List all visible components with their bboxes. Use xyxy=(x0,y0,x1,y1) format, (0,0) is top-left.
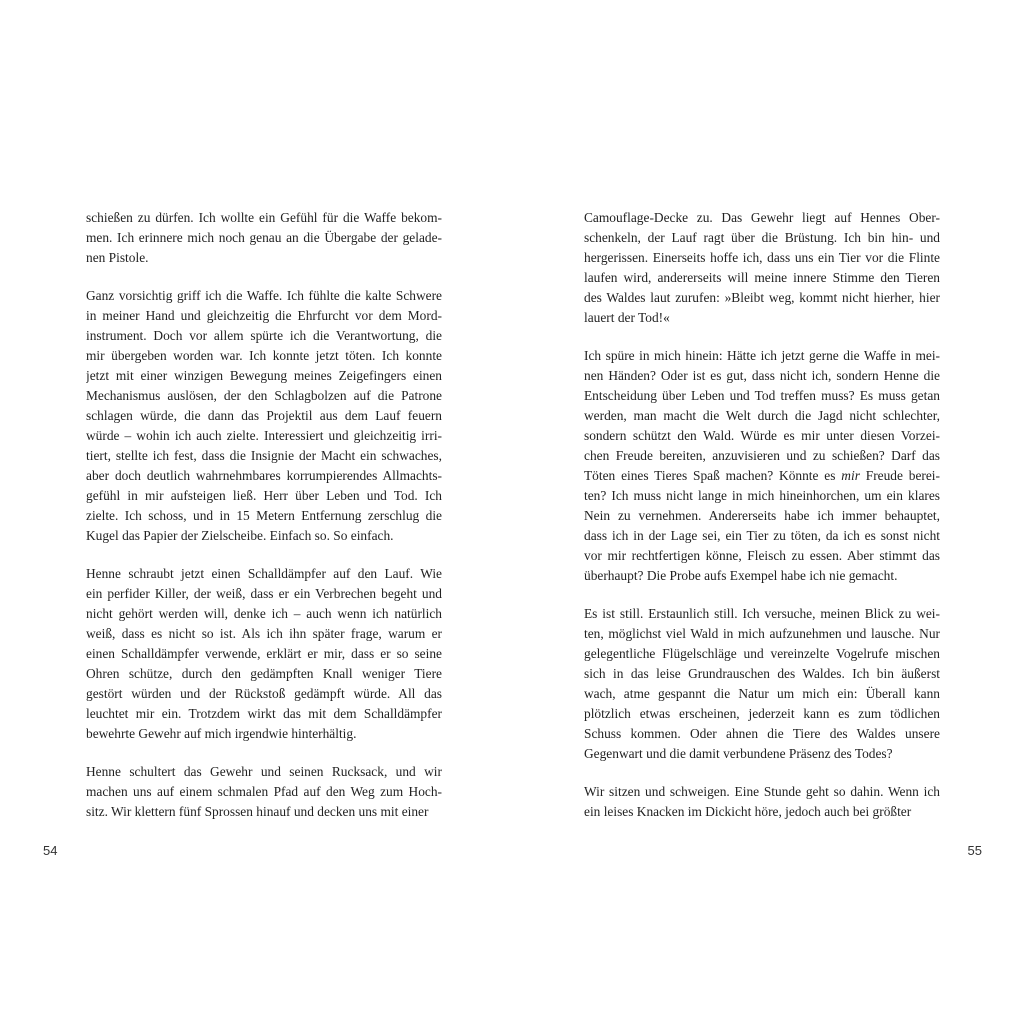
text-line: schießen zu dürfen. Ich wollte ein Gefühl für die Waffe bekom- xyxy=(86,210,442,225)
left-text-column xyxy=(86,208,442,822)
text-line: Wir sitzen und schweigen. Eine Stunde geht so dahin. Wenn ich xyxy=(584,784,940,799)
text-line: Nein zu vernehmen. Andererseits habe ich immer behauptet, xyxy=(584,508,940,523)
text-line: chen Freude bereiten, anzuvisieren und zu schießen? Darf das xyxy=(584,448,940,463)
text-line: vor mir rechtfertigen könne, Fleisch zu essen. Aber stimmt das xyxy=(584,548,940,563)
paragraph xyxy=(584,782,940,822)
text-line: machen uns auf einem schmalen Pfad auf den Weg zum Hoch- xyxy=(86,784,442,799)
text-line: nen Händen? Oder ist es gut, dass nicht ich, sondern Henne die xyxy=(584,368,940,383)
text-line: Es ist still. Erstaunlich still. Ich versuche, meinen Blick zu wei- xyxy=(584,606,940,621)
text-line: zielte. Ich schoss, und in 15 Metern Entfernung zerschlug die xyxy=(86,508,442,523)
paragraph xyxy=(584,346,940,586)
text-line: men. Ich erinnere mich noch genau an die Übergabe der gelade- xyxy=(86,230,442,245)
text-line: ten, möglichst viel Wald in mich aufzunehmen und lausche. Nur xyxy=(584,626,940,641)
text-line: Henne schultert das Gewehr und seinen Rucksack, und wir xyxy=(86,764,442,779)
text-line: nen Pistole. xyxy=(86,250,149,265)
text-line: sich in das leise Grundrauschen des Waldes. Ich bin äußerst xyxy=(584,666,940,681)
text-line: Kugel das Papier der Zielscheibe. Einfach so. So einfach. xyxy=(86,528,394,543)
text-line: instrument. Doch vor allem spürte ich die Verantwortung, die xyxy=(86,328,442,343)
text-line: dass ich in der Lage sei, ein Tier zu töten, da ich es sonst nicht xyxy=(584,528,940,543)
text-line: einen Schalldämpfer verwende, erklärt er mir, dass er so seine xyxy=(86,646,442,661)
text-line: ein perfider Killer, der weiß, dass er ein Verbrechen begeht und xyxy=(86,586,442,601)
text-line: mir übergeben worden war. Ich konnte jetzt töten. Ich konnte xyxy=(86,348,442,363)
text-line: ein leises Knacken im Dickicht höre, jedoch auch bei größter xyxy=(584,804,912,819)
text-line: Mechanismus auslösen, der den Schlagbolzen auf die Patrone xyxy=(86,388,442,403)
paragraph xyxy=(86,564,442,744)
text-line: hergerissen. Einerseits hoffe ich, dass uns ein Tier vor die Flinte xyxy=(584,250,940,265)
paragraph-gap xyxy=(86,744,442,762)
text-line: ten? Ich muss nicht lange in mich hineinhorchen, um ein klares xyxy=(584,488,940,503)
paragraph-gap xyxy=(584,586,940,604)
text-line: gelegentliche Flügelschläge und vereinzelte Vogelrufe mischen xyxy=(584,646,940,661)
right-page xyxy=(512,0,1024,1024)
text-line: leuchtet mir ein. Trotzdem wirkt das mit dem Schalldämpfer xyxy=(86,706,442,721)
paragraph-gap xyxy=(86,546,442,564)
text-line: lauert der Tod!« xyxy=(584,310,670,325)
text-line: wach, atme gespannt die Natur um mich ein: Überall kann xyxy=(584,686,940,701)
text-line: Ich spüre in mich hinein: Hätte ich jetzt gerne die Waffe in mei- xyxy=(584,348,940,363)
emphasis: mir xyxy=(841,468,860,483)
text-line: sondern schützt den Wald. Würde es mir unter diesen Vorzei- xyxy=(584,428,940,443)
text-line: schlagen würde, die dann das Projektil aus dem Lauf feuern xyxy=(86,408,442,423)
text-line: plötzlich etwas erscheinen, jederzeit kann es zum tödlichen xyxy=(584,706,940,721)
text-line: des Waldes laut zurufen: »Bleibt weg, kommt nicht hierher, hier xyxy=(584,290,940,305)
text-line: jetzt mit einer winzigen Bewegung meines Zeigefingers einen xyxy=(86,368,442,383)
text-line: schenkeln, der Lauf ragt über die Brüstung. Ich bin hin- und xyxy=(584,230,940,245)
paragraph-gap xyxy=(86,268,442,286)
text-line: gefühl in mir aufsteigen ließ. Herr über Leben und Tod. Ich xyxy=(86,488,442,503)
paragraph-gap xyxy=(584,328,940,346)
text-line: bewehrte Gewehr auf mich irgendwie hinterhältig. xyxy=(86,726,357,741)
text-line: in meiner Hand und gleichzeitig die Ehrfurcht vor dem Mord- xyxy=(86,308,442,323)
paragraph xyxy=(86,208,442,268)
text-line: laufen wird, andererseits will meine innere Stimme den Tieren xyxy=(584,270,940,285)
text-line: werden, man macht die Welt durch die Jagd nicht schlechter, xyxy=(584,408,940,423)
text-line: gestört würden und der Rückstoß gedämpft würde. All das xyxy=(86,686,442,701)
page-number-left: 54 xyxy=(43,843,58,858)
text-line: weiß, dass es nicht so ist. Als ich ihn später frage, warum er xyxy=(86,626,442,641)
text-line: Schuss kommen. Oder ahnen die Tiere des Waldes unsere xyxy=(584,726,940,741)
paragraph xyxy=(86,762,442,822)
paragraph-gap xyxy=(584,764,940,782)
right-text-column xyxy=(584,208,940,822)
text-line: Ganz vorsichtig griff ich die Waffe. Ich fühlte die kalte Schwere xyxy=(86,288,442,303)
text-line: Töten eines Tieres Spaß machen? Könnte es mir Freude berei- xyxy=(584,468,940,483)
text-line: tiert, stellte ich fest, dass die Insignie der Macht ein schwaches, xyxy=(86,448,442,463)
text-line: Entscheidung über Leben und Tod treffen muss? Es muss getan xyxy=(584,388,940,403)
text-line: Ohren schütze, durch den gedämpften Knall weniger Tiere xyxy=(86,666,442,681)
paragraph xyxy=(584,604,940,764)
text-line: überhaupt? Die Probe aufs Exempel habe ich nie gemacht. xyxy=(584,568,898,583)
page-number-right: 55 xyxy=(967,843,982,858)
text-line: Gegenwart und die damit verbundene Präsenz des Todes? xyxy=(584,746,893,761)
paragraph xyxy=(86,286,442,546)
text-line: nicht gehört werden will, denke ich – auch wenn ich natürlich xyxy=(86,606,442,621)
text-line: aber doch deutlich wahrnehmbares korrumpierendes Allmachts- xyxy=(86,468,442,483)
text-line: Camouflage-Decke zu. Das Gewehr liegt auf Hennes Ober- xyxy=(584,210,940,225)
paragraph xyxy=(584,208,940,328)
text-line: würde – wohin ich auch zielte. Interessiert und gleichzeitig irri- xyxy=(86,428,442,443)
text-line: Henne schraubt jetzt einen Schalldämpfer auf den Lauf. Wie xyxy=(86,566,442,581)
text-line: sitz. Wir klettern fünf Sprossen hinauf und decken uns mit einer xyxy=(86,804,429,819)
